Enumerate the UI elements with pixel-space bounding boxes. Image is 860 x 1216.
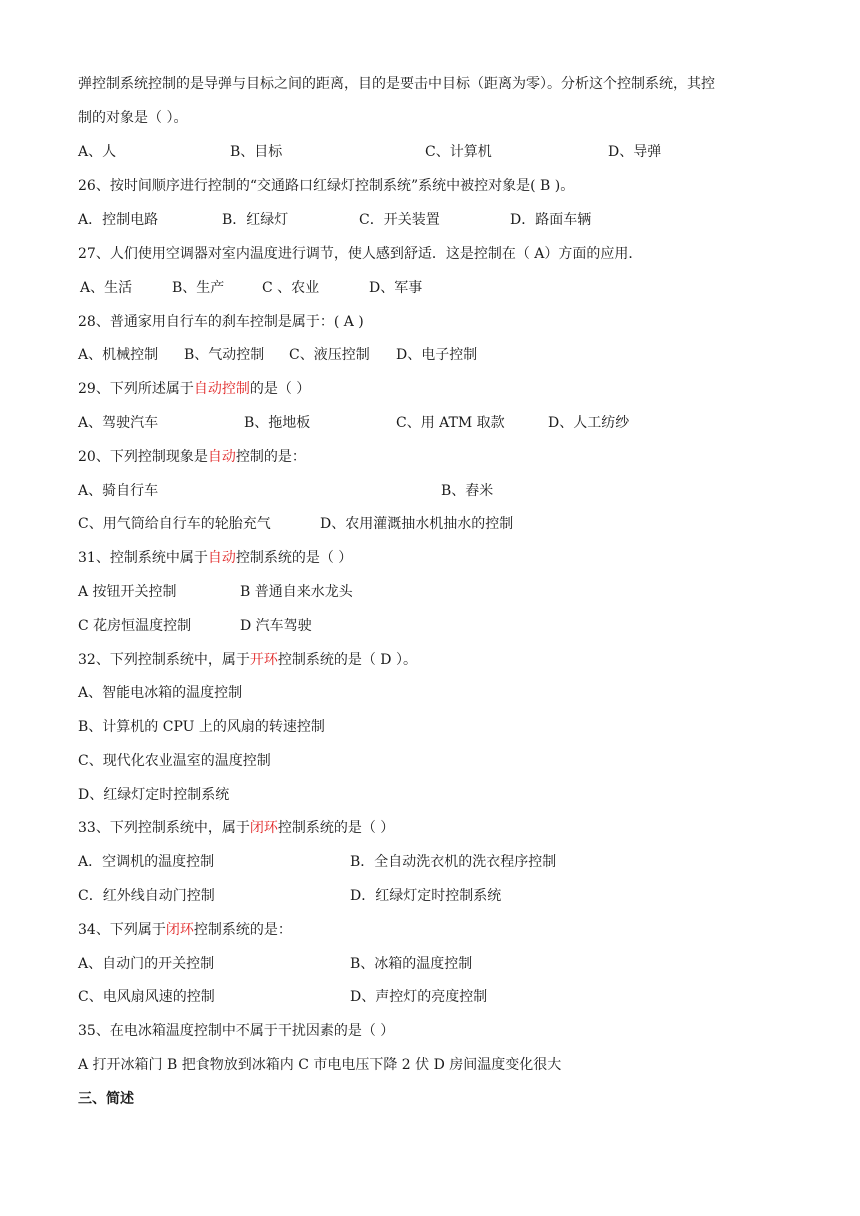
q31-stem-prefix: 31、控制系统中属于 (78, 550, 208, 566)
q34-option-c: C、电风扇风速的控制 (78, 989, 215, 1005)
q33-stem (78, 818, 394, 838)
q31-stem-highlight: 自动 (207, 550, 236, 566)
q34-option-b: B、冰箱的温度控制 (350, 956, 473, 972)
q26-option-d: D．路面车辆 (510, 212, 592, 228)
q33-option-d: D．红绿灯定时控制系统 (350, 888, 502, 904)
q35-options: A 打开冰箱门 B 把食物放到冰箱内 C 市电电压下降 2 伏 D 房间温度变化很大 (78, 1057, 562, 1073)
q27-option-b: B、生产 (172, 280, 225, 296)
q28-option-c: C、液压控制 (289, 347, 370, 363)
q29-option-d: D、人工纺纱 (548, 415, 630, 431)
q25-line-2: 制的对象是（ ）。 (78, 110, 188, 126)
q34-stem-suffix: 控制系统的是： (193, 922, 292, 938)
q33-stem-highlight: 闭环 (249, 820, 278, 836)
q28-option-a: A、机械控制 (78, 347, 159, 363)
q26-option-a: A．控制电路 (78, 212, 159, 228)
q26-option-c: C．开关装置 (359, 212, 440, 228)
q29-stem-highlight: 自动控制 (193, 381, 250, 397)
q28-option-d: D、电子控制 (396, 347, 478, 363)
q25-line-1: 弹控制系统控制的是导弹与目标之间的距离，目的是要击中目标（距离为零）。分析这个控制系统，其控 (78, 76, 715, 92)
q32-option-a: A、智能电冰箱的温度控制 (78, 685, 243, 701)
q25-option-a: A、人 (78, 144, 117, 160)
q32-stem-highlight: 开环 (249, 652, 278, 668)
q34-option-d: D、声控灯的亮度控制 (350, 989, 488, 1005)
q29-option-a: A、驾驶汽车 (78, 415, 159, 431)
q33-option-b: B．全自动洗衣机的洗衣程序控制 (350, 854, 557, 870)
q25-option-c: C、计算机 (425, 144, 492, 160)
q27-option-a: A、生活 (80, 280, 133, 296)
q26-stem: 26、按时间顺序进行控制的“交通路口红绿灯控制系统”系统中被控对象是( B )。 (78, 178, 575, 194)
q33-option-c: C．红外线自动门控制 (78, 888, 215, 904)
q28-stem: 28、普通家用自行车的刹车控制是属于：( A ) (78, 314, 364, 330)
q29-stem-prefix: 29、下列所述属于 (78, 381, 194, 397)
q26-option-b: B．红绿灯 (222, 212, 289, 228)
q27-stem: 27、人们使用空调器对室内温度进行调节，使人感到舒适．这是控制在（ A）方面的应用． (78, 246, 643, 262)
q20-option-a: A、骑自行车 (78, 483, 159, 499)
q20-stem (78, 447, 306, 467)
q20-option-d: D、农用灌溉抽水机抽水的控制 (320, 516, 514, 532)
q32-stem-prefix: 32、下列控制系统中，属于 (78, 652, 250, 668)
q32-stem (78, 650, 417, 670)
q33-stem-suffix: 控制系统的是（ ） (277, 820, 395, 836)
q20-stem-highlight: 自动 (207, 449, 236, 465)
q31-stem (78, 548, 352, 568)
q25-option-b: B、目标 (230, 144, 283, 160)
q29-option-c: C、用 ATM 取款 (396, 415, 505, 431)
q31-option-b: B 普通自来水龙头 (240, 584, 353, 600)
q27-option-c: C 、农业 (262, 280, 320, 296)
q32-option-b: B、计算机的 CPU 上的风扇的转速控制 (78, 719, 325, 735)
q20-option-b: B、舂米 (441, 483, 494, 499)
q31-option-d: D 汽车驾驶 (240, 618, 312, 634)
q35-stem: 35、在电冰箱温度控制中不属于干扰因素的是（ ） (78, 1023, 395, 1039)
q20-stem-prefix: 20、下列控制现象是 (78, 449, 208, 465)
section-heading: 三、简述 (78, 1091, 134, 1107)
q28-option-b: B、气动控制 (184, 347, 265, 363)
q34-stem (78, 920, 292, 940)
q31-option-a: A 按钮开关控制 (78, 584, 177, 600)
q33-option-a: A．空调机的温度控制 (78, 854, 215, 870)
q33-stem-prefix: 33、下列控制系统中，属于 (78, 820, 250, 836)
q32-stem-suffix: 控制系统的是（ D ）。 (277, 652, 417, 668)
q31-stem-suffix: 控制系统的是（ ） (235, 550, 353, 566)
q29-stem (78, 379, 310, 399)
q27-option-d: D、军事 (369, 280, 423, 296)
q25-option-d: D、导弹 (608, 144, 662, 160)
q34-option-a: A、自动门的开关控制 (78, 956, 215, 972)
q34-stem-prefix: 34、下列属于 (78, 922, 166, 938)
q34-stem-highlight: 闭环 (165, 922, 194, 938)
q32-option-d: D、红绿灯定时控制系统 (78, 787, 230, 803)
q29-stem-suffix: 的是（ ） (249, 381, 311, 397)
q32-option-c: C、现代化农业温室的温度控制 (78, 753, 271, 769)
q31-option-c: C 花房恒温度控制 (78, 618, 192, 634)
q20-stem-suffix: 控制的是： (235, 449, 306, 465)
q29-option-b: B、拖地板 (244, 415, 311, 431)
q20-option-c: C、用气筒给自行车的轮胎充气 (78, 516, 271, 532)
